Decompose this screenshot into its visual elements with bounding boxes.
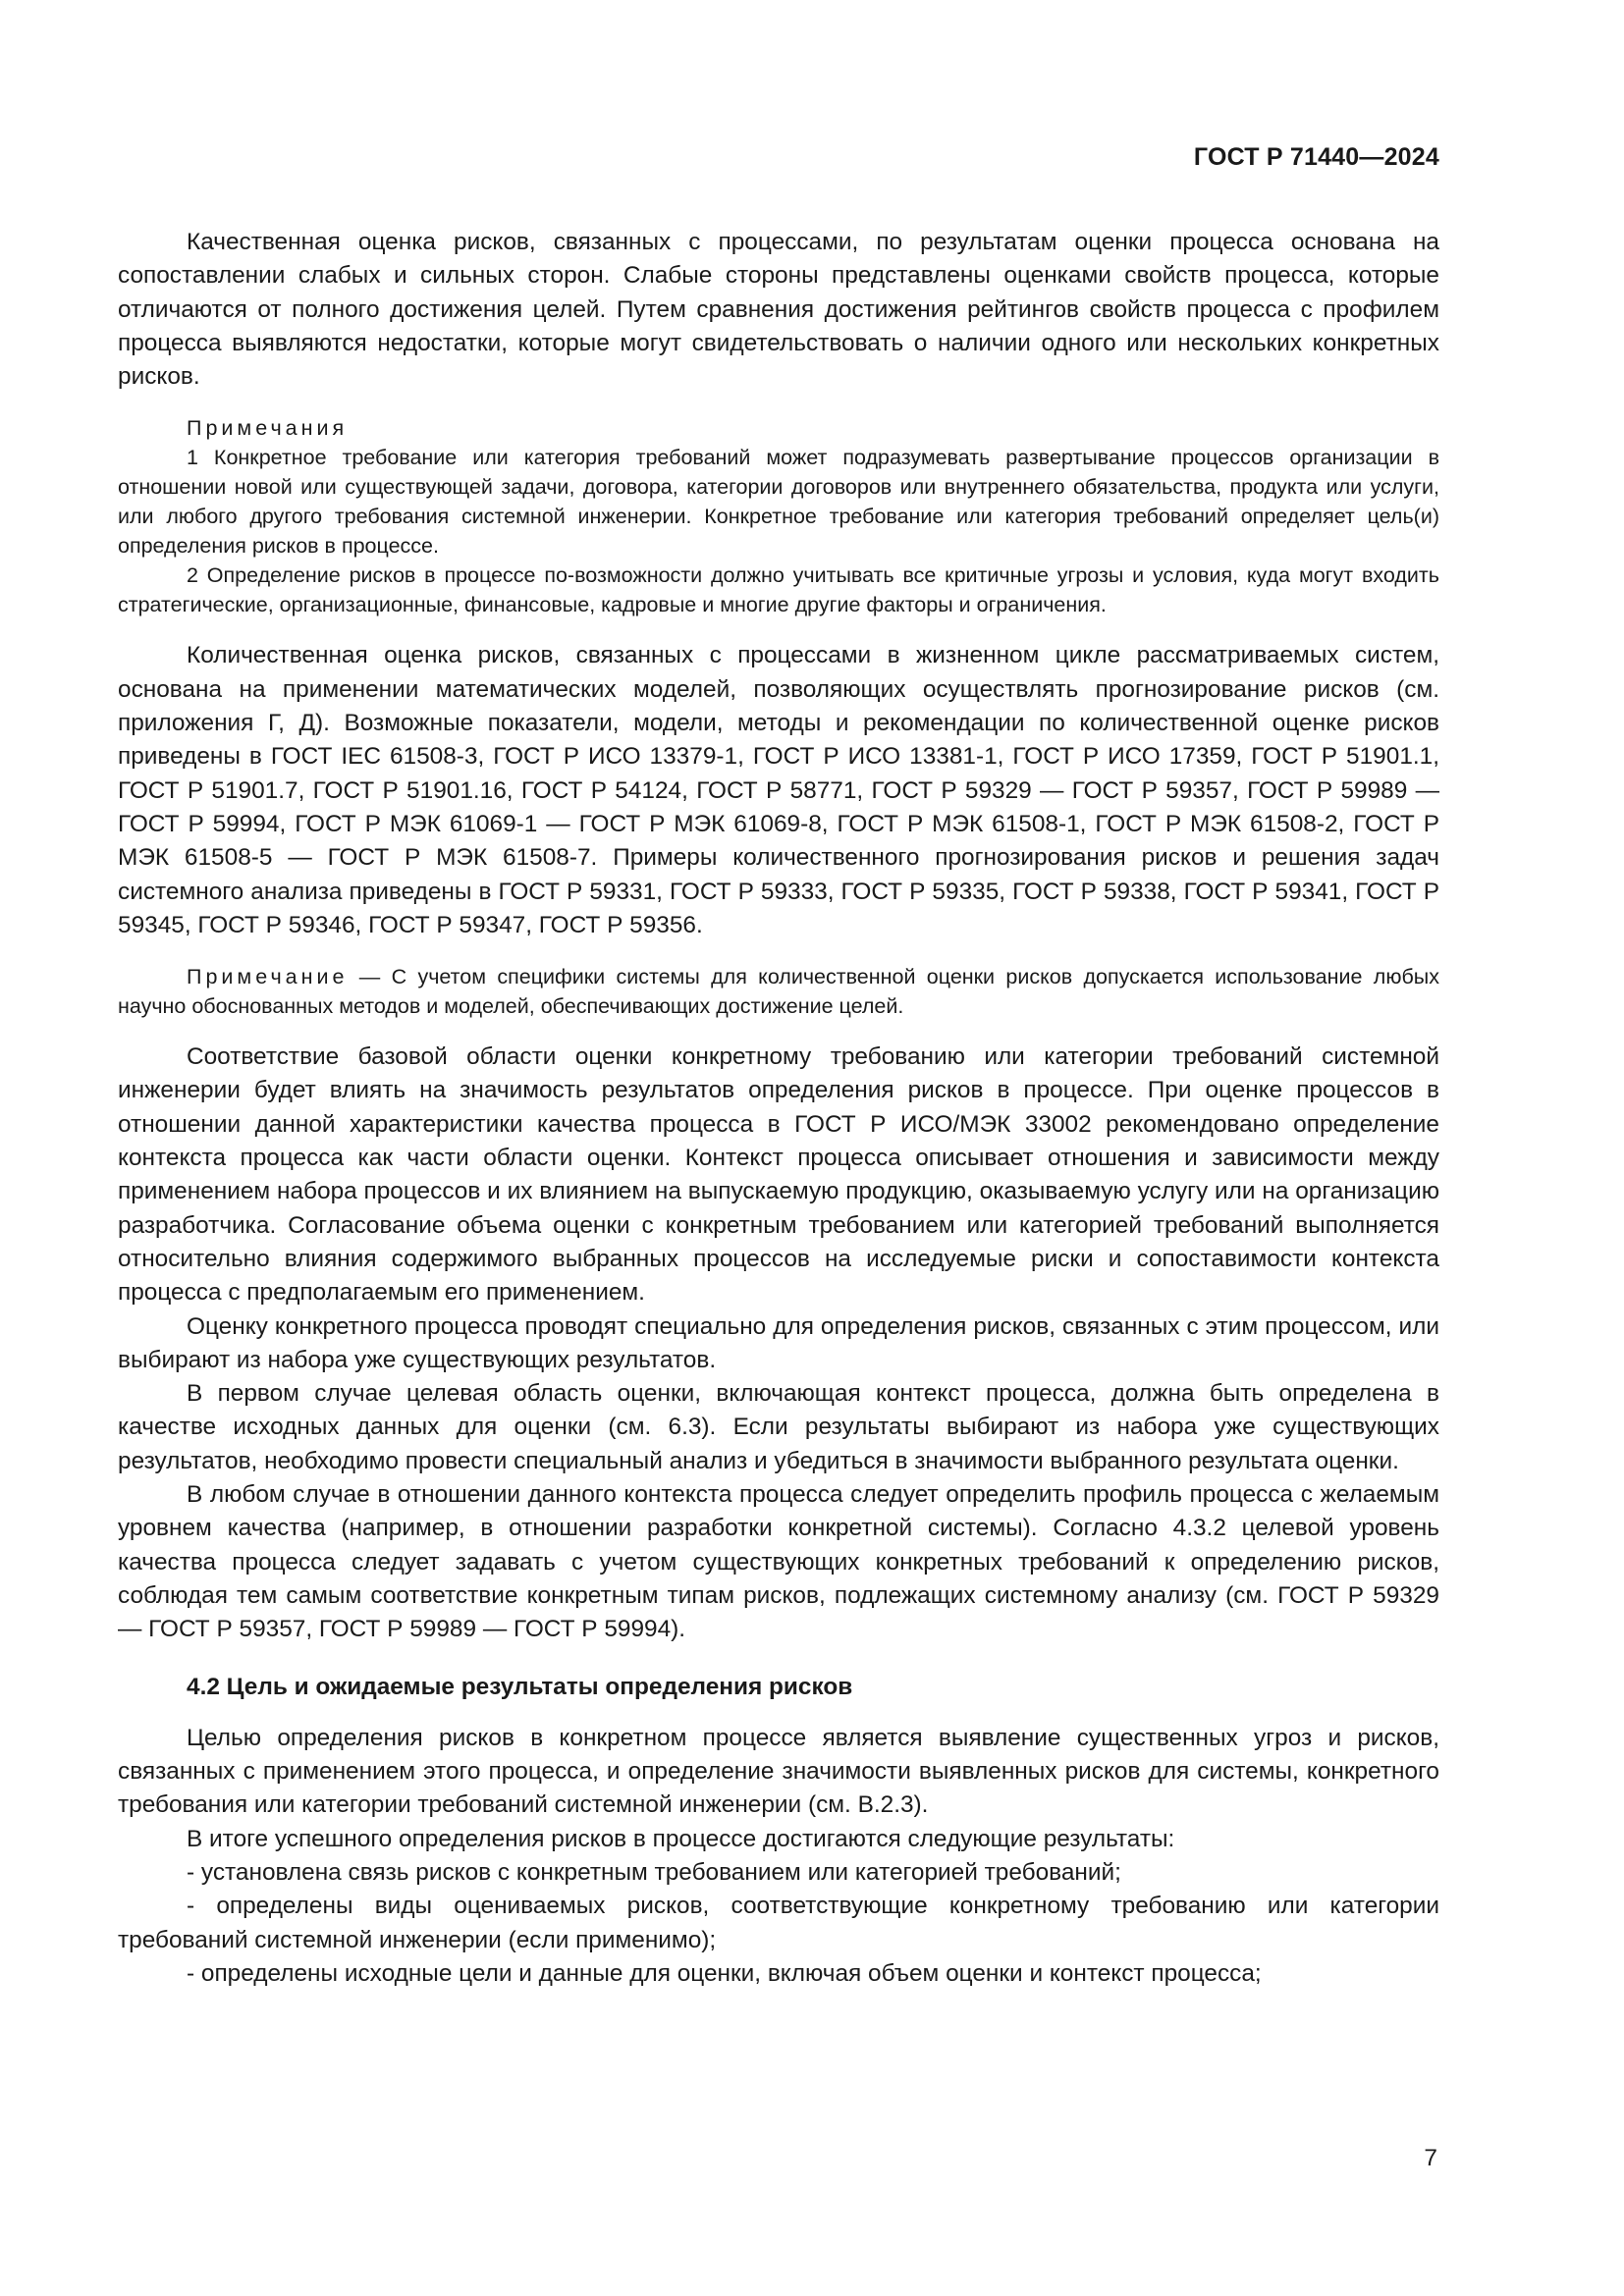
paragraph-first-case: В первом случае целевая область оценки, включающая контекст процесса, должна быть определена в качестве исходных данных для оценки (см. 6.3). Если результаты выбирают из набора уже существующих результатов, необходимо провести специальный анализ и убедиться в значимости выбранного результата оценки. bbox=[118, 1380, 1439, 1474]
paragraph-qualitative-assessment: Качественная оценка рисков, связанных с процессами, по результатам оценки процесса основана на сопоставлении слабых и сильных сторон. Слабые стороны представлены оценками свойств процесса, которые отличаются от полного достижения целей. Путем сравнения достижения рейтингов свойств процесса с профилем процесса выявляются недостатки, которые могут свидетельствовать о наличии одного или нескольких конкретных рисков. bbox=[118, 229, 1439, 391]
paragraph-any-case: В любом случае в отношении данного контекста процесса следует определить профиль процесса с желаемым уровнем качества (например, в отношении разработки конкретной системы). Согласно 4.3.2 целевой уровень качества процесса следует задавать с учетом существующих конкретных требований к определению рисков, соблюдая тем самым соответствие конкретным типам рисков, подлежащих системному анализу (см. ГОСТ Р 59329 — ГОСТ Р 59357, ГОСТ Р 59989 — ГОСТ Р 59994). bbox=[118, 1481, 1439, 1643]
paragraph-results-intro: В итоге успешного определения рисков в процессе достигаются следующие результаты: bbox=[187, 1825, 1175, 1852]
note-single-text: — С учетом специфики системы для количественной оценки рисков допускается использование любых научно обоснованных методов и моделей, обеспечивающих достижение целей. bbox=[118, 965, 1439, 1019]
list-item: - определены виды оцениваемых рисков, соответствующие конкретному требованию или категории требований системной инженерии (если применимо); bbox=[118, 1893, 1439, 1953]
list-item: - установлена связь рисков с конкретным требованием или категорией требований; bbox=[187, 1858, 1121, 1886]
paragraph-quantitative-assessment: Количественная оценка рисков, связанных с процессами в жизненном цикле рассматриваемых систем, основана на применении математических моделей, позволяющих осуществлять прогнозирование рисков (см. приложения Г, Д). Возможные показатели, модели, методы и рекомендации по количественной оценке рисков приведены в ГОСТ IEC 61508-3, ГОСТ Р ИСО 13379-1, ГОСТ Р ИСО 13381-1, ГОСТ Р ИСО 17359, ГОСТ Р 51901.1, ГОСТ Р 51901.7, ГОСТ Р 51901.16, ГОСТ Р 54124, ГОСТ Р 58771, ГОСТ Р 59329 — ГОСТ Р 59357, ГОСТ Р 59989 — ГОСТ Р 59994, ГОСТ Р МЭК 61069-1 — ГОСТ Р МЭК 61069-8, ГОСТ Р МЭК 61508-1, ГОСТ Р МЭК 61508-2, ГОСТ Р МЭК 61508-5 — ГОСТ Р МЭК 61508-7. Примеры количественного прогнозирования рисков и решения задач системного анализа приведены в ГОСТ Р 59331, ГОСТ Р 59333, ГОСТ Р 59335, ГОСТ Р 59338, ГОСТ Р 59341, ГОСТ Р 59345, ГОСТ Р 59346, ГОСТ Р 59347, ГОСТ Р 59356. bbox=[118, 642, 1439, 938]
paragraph-specific-process: Оценку конкретного процесса проводят специально для определения рисков, связанных с этим процессом, или выбирают из набора уже существующих результатов. bbox=[118, 1312, 1439, 1373]
section-heading: 4.2 Цель и ожидаемые результаты определения рисков bbox=[187, 1673, 853, 1700]
note-1: 1 Конкретное требование или категория требований может подразумевать развертывание процессов организации в отношении новой или существующей задачи, договора, категории договоров или внутреннего обязательства, продукта или услуги, или любого другого требования системной инженерии. Конкретное требование или категория требований определяет цель(и) определения рисков в процессе. bbox=[118, 446, 1439, 559]
paragraph-goal: Целью определения рисков в конкретном процессе является выявление существенных угроз и рисков, связанных с применением этого процесса, и определение значимости выявленных рисков для системы, конкретного требования или категории требований системной инженерии (см. В.2.3). bbox=[118, 1724, 1439, 1819]
note-block-single bbox=[118, 962, 1439, 1021]
document-header: ГОСТ Р 71440—2024 bbox=[1193, 143, 1439, 171]
paragraph-base-area: Соответствие базовой области оценки конкретному требованию или категории требований системной инженерии будет влиять на значимость результатов определения рисков в процессе. При оценке процессов в отношении данной характеристики качества процесса в ГОСТ Р ИСО/МЭК 33002 рекомендовано определение контекста процесса как части области оценки. Контекст процесса описывает отношения и зависимости между применением набора процессов и их влиянием на выпускаемую продукцию, оказываемую услугу или на организацию разработчика. Согласование объема оценки с конкретным требованием или категорией требований выполняется относительно влияния содержимого выбранных процессов на исследуемые риски и сопоставимости контекста процесса с предполагаемым его применением. bbox=[118, 1043, 1439, 1307]
list-item: - определены исходные цели и данные для оценки, включая объем оценки и контекст процесса; bbox=[187, 1959, 1262, 1987]
page-number: 7 bbox=[1424, 2145, 1437, 2171]
notes-label: Примечания bbox=[187, 416, 349, 441]
notes-block bbox=[118, 413, 1439, 619]
note-2: 2 Определение рисков в процессе по-возможности должно учитывать все критичные угрозы и условия, куда могут входить стратегические, организационные, финансовые, кадровые и многие другие факторы и ограничения. bbox=[118, 563, 1439, 617]
note-single-label: Примечание bbox=[187, 965, 349, 989]
page-content bbox=[118, 226, 1439, 1991]
note-single bbox=[118, 962, 1439, 1021]
